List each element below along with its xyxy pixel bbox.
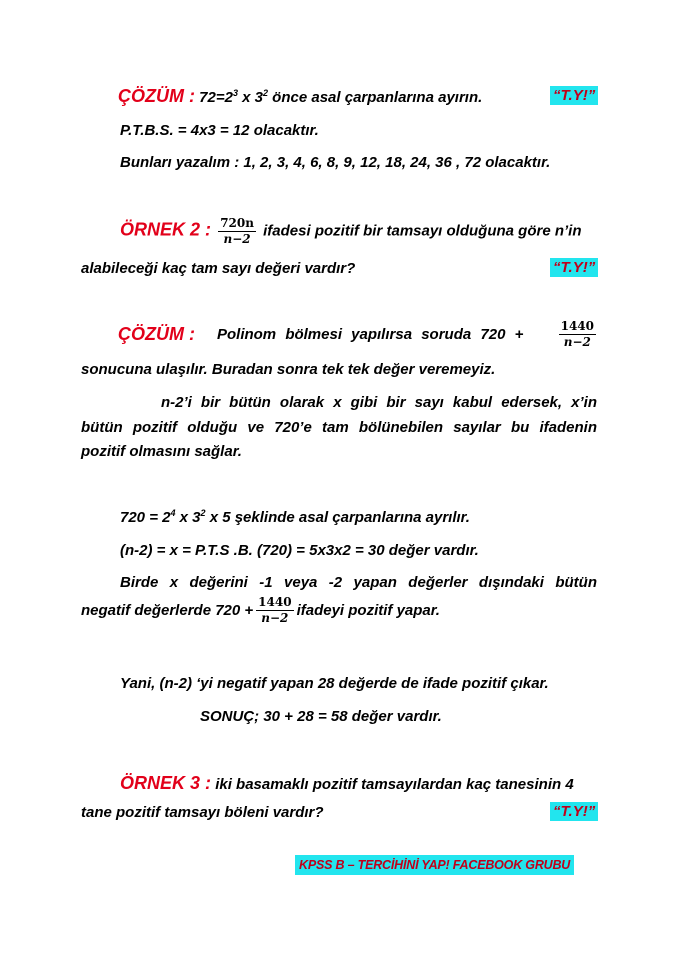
ty-badge: “T.Y!”: [550, 802, 598, 821]
solution2-para2-line1: n-2’i bir bütün olarak x gibi bir sayı kabul edersek, x’in: [161, 394, 597, 411]
fraction-1440: $\frac{1440}{n-2}$: [258, 595, 292, 625]
solution1-text: $72=2^3$ x $3^2$ önce asal çarpanlarına ayırın.: [199, 88, 483, 106]
ptsb-line: (n-2) = x = P.T.S .B. (720) = 5x3x2 = 30 değer vardır.: [120, 542, 479, 559]
example3-label: ÖRNEK 3 :: [120, 773, 212, 793]
example3-line2: tane pozitif tamsayı böleni vardır?: [81, 804, 324, 821]
facebook-group-banner: KPSS B – TERCİHİNİ YAP! FACEBOOK GRUBU: [295, 855, 574, 875]
example2-line2: alabileceği kaç tam sayı değeri vardır?: [81, 260, 356, 277]
example3-line1: ÖRNEK 3 : iki basamaklı pozitif tamsayılardan kaç tanesinin 4: [120, 773, 574, 793]
example2-label: ÖRNEK 2 :: [120, 219, 212, 240]
solution2-line1: ÇÖZÜM : Polinom bölmesi yapılırsa soruda 720 + $\frac{1440}{n-2}$: [118, 319, 594, 349]
result-line: SONUÇ; 30 + 28 = 58 değer vardır.: [200, 708, 442, 725]
solution2-para2-line2: bütün pozitif olduğu ve 720’e tam bölünebilen sayılar bu ifadenin: [81, 419, 597, 436]
negative-line2: negatif değerlerde 720 + $\frac{1440}{n-2}$ ifadeyi pozitif yapar.: [81, 595, 440, 625]
solution2-para2-line3: pozitif olmasını sağlar.: [81, 443, 242, 460]
example2-line1: ÖRNEK 2 : $\frac{720n}{n-2}$ ifadesi pozitif bir tamsayı olduğuna göre n’in: [120, 216, 582, 246]
solution1-ptbs: P.T.B.S. = 4x3 = 12 olacaktır.: [120, 122, 319, 139]
solution1-divisors: Bunları yazalım : 1, 2, 3, 4, 6, 8, 9, 12, 18, 24, 36 , 72 olacaktır.: [120, 154, 551, 171]
ty-badge: “T.Y!”: [550, 258, 598, 277]
solution2-label: ÇÖZÜM :: [118, 324, 195, 344]
negative-line1: Birde x değerini -1 veya -2 yapan değerler dışındaki bütün: [120, 574, 597, 591]
solution1-label: ÇÖZÜM :: [118, 86, 195, 106]
solution1-line1: [118, 86, 482, 107]
ty-badge: “T.Y!”: [550, 86, 598, 105]
fraction-720n: $\frac{720n}{n-2}$: [220, 216, 254, 246]
solution2-line2: sonucuna ulaşılır. Buradan sonra tek tek değer veremeyiz.: [81, 361, 496, 378]
fraction-1440: $\frac{1440}{n-2}$: [560, 319, 594, 349]
yani-line: Yani, (n-2) ‘yi negatif yapan 28 değerde de ifade pozitif çıkar.: [120, 675, 549, 692]
factorization-line: $720 = 2^4$ x $3^2$ x 5 şeklinde asal çarpanlarına ayrılır.: [120, 508, 470, 526]
